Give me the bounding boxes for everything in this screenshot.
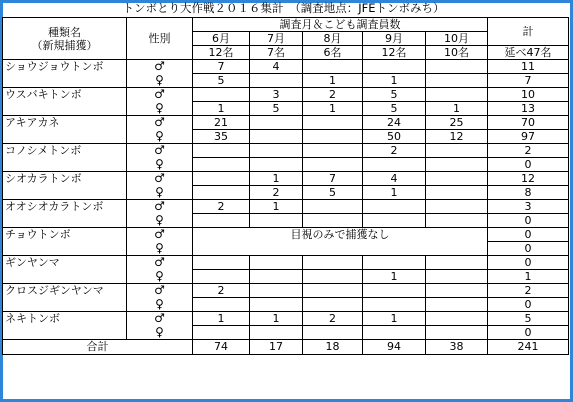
count-cell: 2 — [250, 186, 303, 200]
species-name-cell: クロスジギンヤンマ — [3, 284, 127, 298]
row-total-cell: 0 — [488, 228, 569, 242]
table-row — [3, 326, 569, 340]
count-cell: 2 — [363, 144, 426, 158]
male-symbol: ♂ — [127, 116, 193, 130]
count-cell — [426, 172, 488, 186]
species-name-cell: チョウトンボ — [3, 228, 127, 242]
count-cell — [303, 298, 363, 312]
male-symbol: ♂ — [127, 88, 193, 102]
count-cell — [363, 326, 426, 340]
table-row — [3, 158, 569, 172]
row-total-cell: 0 — [488, 158, 569, 172]
count-cell: 1 — [303, 102, 363, 116]
count-cell — [363, 298, 426, 312]
count-cell — [250, 256, 303, 270]
count-cell: 1 — [303, 74, 363, 88]
count-cell — [250, 116, 303, 130]
row-total-cell: 3 — [488, 200, 569, 214]
row-total-cell: 7 — [488, 74, 569, 88]
count-cell — [303, 284, 363, 298]
count-cell: 3 — [250, 88, 303, 102]
count-cell — [193, 298, 250, 312]
female-symbol: ♀ — [127, 102, 193, 116]
count-cell — [193, 144, 250, 158]
species-name-cell — [3, 298, 127, 312]
count-cell — [250, 214, 303, 228]
table-row — [3, 116, 569, 130]
row-total-cell: 97 — [488, 130, 569, 144]
count-cell — [250, 74, 303, 88]
female-symbol: ♀ — [127, 186, 193, 200]
table-row — [3, 144, 569, 158]
count-cell: 1 — [193, 102, 250, 116]
count-cell — [250, 270, 303, 284]
table-row — [3, 130, 569, 144]
count-cell: 1 — [193, 312, 250, 326]
male-symbol: ♂ — [127, 172, 193, 186]
count-cell: 24 — [363, 116, 426, 130]
table-row — [3, 270, 569, 284]
month-header: 6月 — [193, 32, 250, 46]
species-name-cell — [3, 102, 127, 116]
count-cell — [193, 186, 250, 200]
count-cell — [303, 200, 363, 214]
table-row — [3, 88, 569, 102]
count-cell — [303, 158, 363, 172]
month-total-cell: 74 — [193, 340, 250, 355]
count-cell — [193, 88, 250, 102]
count-cell: 5 — [193, 74, 250, 88]
month-total-cell: 94 — [363, 340, 426, 355]
species-name-cell: ウスバキトンボ — [3, 88, 127, 102]
count-cell — [250, 298, 303, 312]
month-header: 8月 — [303, 32, 363, 46]
count-cell — [426, 298, 488, 312]
table-row — [3, 200, 569, 214]
count-cell: 1 — [363, 74, 426, 88]
species-name-cell — [3, 158, 127, 172]
count-cell — [426, 312, 488, 326]
row-total-cell: 0 — [488, 256, 569, 270]
species-header-sublabel: （新規捕獲） — [31, 38, 98, 52]
table-row — [3, 186, 569, 200]
row-total-cell: 2 — [488, 144, 569, 158]
count-cell — [303, 270, 363, 284]
male-symbol: ♂ — [127, 284, 193, 298]
male-symbol: ♂ — [127, 312, 193, 326]
count-cell — [250, 284, 303, 298]
table-row — [3, 60, 569, 74]
total-members-header: 延べ47名 — [488, 46, 569, 60]
count-cell: 1 — [363, 312, 426, 326]
species-name-cell — [3, 242, 127, 256]
row-total-cell: 0 — [488, 214, 569, 228]
female-symbol: ♀ — [127, 242, 193, 256]
survey-group-header: 調査月＆こども調査員数 — [193, 18, 488, 32]
species-name-cell — [3, 130, 127, 144]
table-row — [3, 298, 569, 312]
count-cell: 5 — [303, 186, 363, 200]
count-cell — [303, 116, 363, 130]
table-row — [3, 214, 569, 228]
table-row — [3, 172, 569, 186]
count-cell — [426, 214, 488, 228]
row-total-cell: 2 — [488, 284, 569, 298]
count-cell — [303, 214, 363, 228]
count-cell: 1 — [250, 172, 303, 186]
dragonfly-tally-table — [2, 17, 569, 355]
count-cell — [426, 186, 488, 200]
members-header: 7名 — [250, 46, 303, 60]
count-cell: 5 — [250, 102, 303, 116]
row-total-cell: 0 — [488, 242, 569, 256]
species-name-cell: アキアカネ — [3, 116, 127, 130]
table-row — [3, 312, 569, 326]
month-total-cell: 38 — [426, 340, 488, 355]
count-cell — [250, 326, 303, 340]
female-symbol: ♀ — [127, 130, 193, 144]
count-cell: 1 — [250, 200, 303, 214]
month-header: 9月 — [363, 32, 426, 46]
female-symbol: ♀ — [127, 270, 193, 284]
sheet-title: トンボとり大作戦２０１６集計 （調査地点：JFEトンボみち） — [122, 1, 445, 15]
male-symbol: ♂ — [127, 60, 193, 74]
species-name-cell: シオカラトンボ — [3, 172, 127, 186]
count-cell: 2 — [193, 284, 250, 298]
month-header: 7月 — [250, 32, 303, 46]
male-symbol: ♂ — [127, 144, 193, 158]
male-symbol: ♂ — [127, 256, 193, 270]
female-symbol: ♀ — [127, 214, 193, 228]
row-total-cell: 10 — [488, 88, 569, 102]
count-cell: 21 — [193, 116, 250, 130]
count-cell: 1 — [363, 186, 426, 200]
count-cell — [193, 256, 250, 270]
female-symbol: ♀ — [127, 298, 193, 312]
count-cell — [426, 158, 488, 172]
table-row — [3, 228, 569, 242]
row-total-cell: 5 — [488, 312, 569, 326]
count-cell — [426, 256, 488, 270]
count-cell — [193, 326, 250, 340]
species-name-cell — [3, 186, 127, 200]
count-cell: 4 — [250, 60, 303, 74]
count-cell — [303, 256, 363, 270]
grand-total-cell: 241 — [488, 340, 569, 355]
members-header: 12名 — [193, 46, 250, 60]
count-cell — [363, 284, 426, 298]
species-header — [3, 18, 127, 60]
count-cell — [303, 60, 363, 74]
month-total-cell: 17 — [250, 340, 303, 355]
count-cell — [250, 158, 303, 172]
male-symbol: ♂ — [127, 228, 193, 242]
members-header: 6名 — [303, 46, 363, 60]
totals-row — [3, 340, 569, 355]
row-total-cell: 1 — [488, 270, 569, 284]
species-name-cell — [3, 326, 127, 340]
species-name-cell: ギンヤンマ — [3, 256, 127, 270]
count-cell — [426, 60, 488, 74]
species-name-cell — [3, 74, 127, 88]
count-cell — [193, 270, 250, 284]
count-cell — [303, 144, 363, 158]
count-cell: 50 — [363, 130, 426, 144]
count-cell — [363, 200, 426, 214]
count-cell — [303, 130, 363, 144]
female-symbol: ♀ — [127, 158, 193, 172]
count-cell — [193, 214, 250, 228]
species-name-cell: コノシメトンボ — [3, 144, 127, 158]
row-total-cell: 12 — [488, 172, 569, 186]
count-cell: 2 — [303, 312, 363, 326]
species-name-cell: オオシオカラトンボ — [3, 200, 127, 214]
species-header-label: 種類名 — [48, 25, 81, 39]
totals-label: 合計 — [3, 340, 193, 355]
count-cell — [426, 284, 488, 298]
male-symbol: ♂ — [127, 200, 193, 214]
row-total-cell: 0 — [488, 298, 569, 312]
count-cell — [426, 200, 488, 214]
count-cell: 1 — [363, 270, 426, 284]
count-cell: 12 — [426, 130, 488, 144]
count-cell: 7 — [193, 60, 250, 74]
members-header: 10名 — [426, 46, 488, 60]
sex-header: 性別 — [127, 18, 193, 60]
table-row — [3, 102, 569, 116]
observation-note-cont — [193, 242, 488, 256]
count-cell: 5 — [363, 88, 426, 102]
month-header: 10月 — [426, 32, 488, 46]
table-row — [3, 284, 569, 298]
count-cell — [363, 158, 426, 172]
count-cell — [426, 74, 488, 88]
count-cell: 1 — [250, 312, 303, 326]
row-total-cell: 13 — [488, 102, 569, 116]
count-cell: 35 — [193, 130, 250, 144]
count-cell — [250, 130, 303, 144]
count-cell: 2 — [193, 200, 250, 214]
female-symbol: ♀ — [127, 74, 193, 88]
month-total-cell: 18 — [303, 340, 363, 355]
count-cell — [426, 326, 488, 340]
table-row — [3, 74, 569, 88]
female-symbol: ♀ — [127, 326, 193, 340]
count-cell — [363, 60, 426, 74]
species-name-cell — [3, 270, 127, 284]
row-total-cell: 0 — [488, 326, 569, 340]
count-cell: 5 — [363, 102, 426, 116]
count-cell — [426, 270, 488, 284]
row-total-cell: 11 — [488, 60, 569, 74]
count-cell — [193, 158, 250, 172]
count-cell — [363, 256, 426, 270]
count-cell: 4 — [363, 172, 426, 186]
count-cell — [363, 214, 426, 228]
species-name-cell: ショウジョウトンボ — [3, 60, 127, 74]
row-total-cell: 70 — [488, 116, 569, 130]
species-name-cell — [3, 214, 127, 228]
row-total-cell: 8 — [488, 186, 569, 200]
count-cell — [193, 172, 250, 186]
count-cell — [250, 144, 303, 158]
table-row — [3, 256, 569, 270]
count-cell: 7 — [303, 172, 363, 186]
table-row — [3, 242, 569, 256]
count-cell: 1 — [426, 102, 488, 116]
count-cell — [426, 144, 488, 158]
species-name-cell: ネキトンボ — [3, 312, 127, 326]
count-cell — [303, 326, 363, 340]
count-cell: 2 — [303, 88, 363, 102]
observation-note: 目視のみで捕獲なし — [193, 228, 488, 242]
total-header: 計 — [488, 18, 569, 46]
table-body — [3, 60, 569, 355]
members-header: 12名 — [363, 46, 426, 60]
count-cell: 25 — [426, 116, 488, 130]
count-cell — [426, 88, 488, 102]
